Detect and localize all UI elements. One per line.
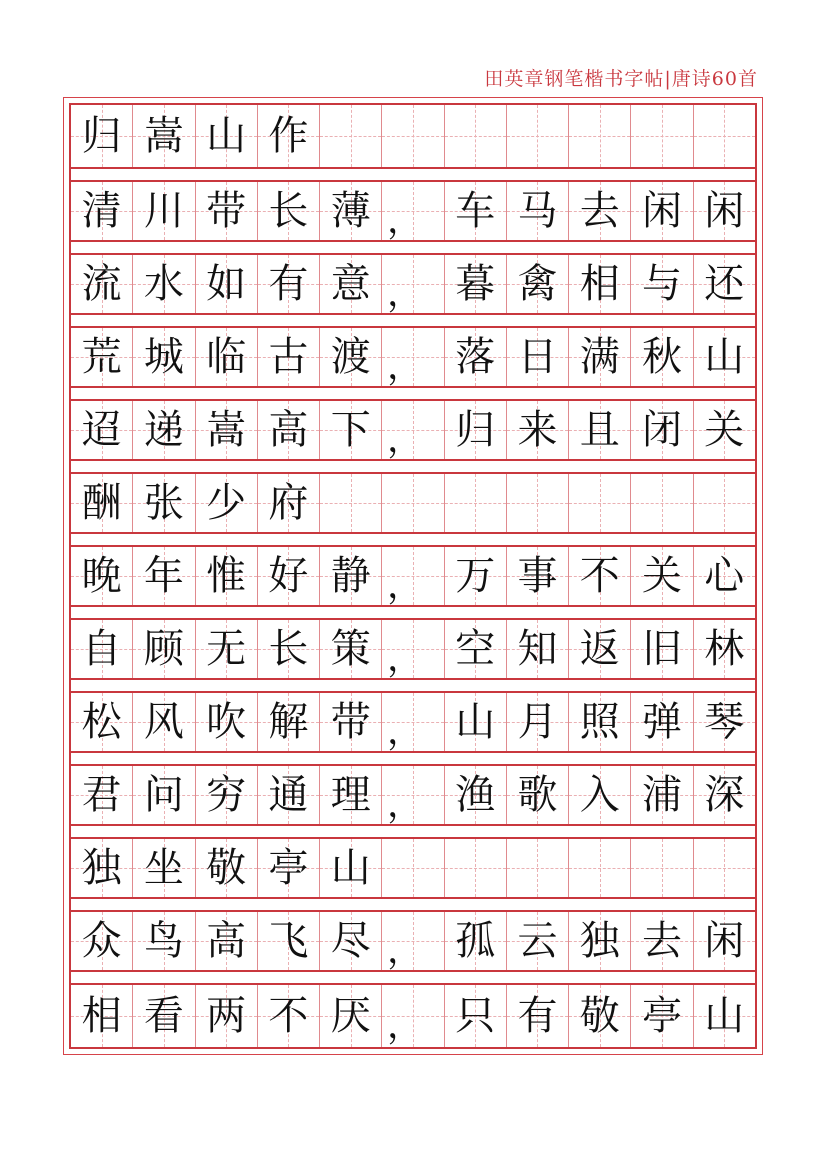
grid-cell [445,182,507,240]
grid-character: 心 [704,553,745,599]
grid-cell [507,912,569,970]
grid-character: 薄 [330,188,371,234]
grid-cell [631,328,693,386]
grid-cell [694,255,755,313]
grid-character: 来 [517,407,558,453]
grid-character: 马 [517,188,558,234]
grid-cell [71,105,133,167]
grid-character: 少 [206,480,247,526]
grid-cell [196,105,258,167]
grid-character: 山 [206,113,247,159]
grid-cell [694,547,755,605]
grid-character: 坐 [143,845,184,891]
grid-cell [320,766,382,824]
grid-cell [258,182,320,240]
grid-character: 琴 [704,699,745,745]
grid-row [71,764,755,826]
grid-cell [507,620,569,678]
grid-cell [258,766,320,824]
grid-cell [196,693,258,751]
grid-cell [445,105,507,167]
grid-cell [569,985,631,1047]
grid-character: ， [386,1005,423,1046]
grid-character: 高 [206,918,247,964]
grid-cell [694,182,755,240]
grid-cell [631,255,693,313]
grid-character: 带 [330,699,371,745]
grid-cell [320,620,382,678]
grid-cell [71,547,133,605]
grid-character: 高 [268,407,309,453]
grid-cell [507,839,569,897]
grid-cell [569,182,631,240]
grid-cell [694,912,755,970]
grid-character: 城 [143,334,184,380]
grid-cell [631,401,693,459]
grid-character: 去 [579,188,620,234]
grid-character: 闲 [704,918,745,964]
grid-cell [196,182,258,240]
grid-cell [196,912,258,970]
grid-cell [569,474,631,532]
grid-cell [196,328,258,386]
grid-character: 山 [704,334,745,380]
grid-cell [507,401,569,459]
grid-cell [133,474,195,532]
grid-character: 山 [704,993,745,1039]
grid-character: 相 [579,261,620,307]
grid-character: 酬 [81,480,122,526]
grid-character: 与 [642,261,683,307]
grid-character: ， [386,784,423,825]
grid-cell [382,105,444,167]
grid-cell [694,401,755,459]
grid-row [71,983,755,1047]
grid-character: 且 [579,407,620,453]
grid-cell [507,474,569,532]
grid-cell [71,693,133,751]
grid-cell [196,985,258,1047]
grid-character: 还 [704,261,745,307]
grid-character: 独 [81,845,122,891]
grid-cell [196,766,258,824]
grid-character: 亭 [642,993,683,1039]
grid-character: 暮 [455,261,496,307]
grid-character: 古 [268,334,309,380]
grid-character: 穷 [206,772,247,818]
grid-character: 飞 [268,918,309,964]
grid-row [71,253,755,315]
grid-cell [71,985,133,1047]
grid-character: 闲 [704,188,745,234]
grid-cell [133,912,195,970]
grid-cell [694,105,755,167]
character-grid [71,105,755,1047]
grid-cell [133,985,195,1047]
grid-character: 解 [268,699,309,745]
grid-cell [445,474,507,532]
grid-character: 有 [268,261,309,307]
grid-character: 看 [143,993,184,1039]
grid-character: 敬 [206,845,247,891]
grid-character: 孤 [455,918,496,964]
grid-cell [445,766,507,824]
grid-cell [320,912,382,970]
grid-character: 日 [517,334,558,380]
grid-character: 独 [579,918,620,964]
grid-character: 只 [455,993,496,1039]
grid-cell [133,182,195,240]
grid-character: 带 [206,188,247,234]
grid-character: 不 [579,553,620,599]
grid-character: 府 [268,480,309,526]
grid-cell [71,401,133,459]
grid-character: 长 [268,188,309,234]
grid-cell [382,255,444,313]
grid-character: 长 [268,626,309,672]
grid-character: 理 [330,772,371,818]
grid-character: 好 [268,553,309,599]
grid-character: 递 [143,407,184,453]
grid-character: 嵩 [206,407,247,453]
grid-cell [133,766,195,824]
grid-cell [320,547,382,605]
grid-cell [258,693,320,751]
grid-cell [631,620,693,678]
grid-cell [445,839,507,897]
grid-character: ， [386,200,423,241]
grid-cell [507,182,569,240]
grid-character: 敬 [579,993,620,1039]
grid-character: 关 [704,407,745,453]
grid-cell [320,401,382,459]
grid-cell [71,620,133,678]
grid-cell [694,328,755,386]
grid-character: 浦 [642,772,683,818]
grid-character: 山 [330,845,371,891]
grid-character: 鸟 [143,918,184,964]
grid-cell [258,547,320,605]
grid-cell [133,255,195,313]
grid-cell [569,839,631,897]
grid-character: 川 [143,188,184,234]
grid-cell [71,182,133,240]
grid-character: 入 [579,772,620,818]
grid-character: 厌 [330,993,371,1039]
grid-character: 年 [143,553,184,599]
grid-cell [71,839,133,897]
grid-character: 云 [517,918,558,964]
grid-character: 闭 [642,407,683,453]
grid-cell [258,620,320,678]
grid-character: 嵩 [143,113,184,159]
grid-character: 两 [206,993,247,1039]
grid-character: 松 [81,699,122,745]
grid-cell [382,985,444,1047]
grid-cell [133,693,195,751]
grid-cell [258,839,320,897]
grid-row [71,837,755,899]
grid-cell [631,912,693,970]
grid-cell [507,547,569,605]
grid-character: ， [386,565,423,606]
grid-row [71,105,755,169]
grid-cell [382,474,444,532]
grid-cell [71,328,133,386]
grid-cell [133,547,195,605]
grid-character: ， [386,711,423,752]
grid-cell [258,328,320,386]
grid-row [71,326,755,388]
grid-cell [196,401,258,459]
grid-character: 君 [81,772,122,818]
grid-cell [196,255,258,313]
grid-cell [694,693,755,751]
grid-character: 顾 [143,626,184,672]
grid-cell [133,620,195,678]
grid-cell [507,693,569,751]
grid-cell [445,620,507,678]
grid-character: 归 [81,113,122,159]
grid-row [71,545,755,607]
grid-character: 作 [268,113,309,159]
grid-cell [507,255,569,313]
grid-cell [569,766,631,824]
grid-character: 禽 [517,261,558,307]
grid-character: 相 [81,993,122,1039]
grid-cell [445,912,507,970]
grid-row [71,618,755,680]
grid-cell [445,401,507,459]
grid-character: 流 [81,261,122,307]
grid-cell [320,985,382,1047]
grid-character: ， [386,930,423,971]
grid-character: 临 [206,334,247,380]
grid-cell [133,401,195,459]
grid-character: 下 [330,407,371,453]
grid-character: 照 [579,699,620,745]
grid-cell [445,255,507,313]
grid-cell [258,255,320,313]
grid-character: 荒 [81,334,122,380]
grid-row [71,472,755,534]
grid-character: 事 [517,553,558,599]
grid-character: 归 [455,407,496,453]
grid-character: 深 [704,772,745,818]
grid-cell [694,985,755,1047]
grid-character: 去 [642,918,683,964]
grid-cell [694,766,755,824]
grid-character: 旧 [642,626,683,672]
grid-cell [569,547,631,605]
grid-cell [320,328,382,386]
grid-cell [445,547,507,605]
grid-character: 策 [330,626,371,672]
grid-cell [382,766,444,824]
grid-cell [382,839,444,897]
grid-character: 月 [517,699,558,745]
grid-character: 迢 [81,407,122,453]
page-header-title: 田英章钢笔楷书字帖|唐诗60首 [484,68,758,90]
grid-cell [569,620,631,678]
grid-character: 不 [268,993,309,1039]
grid-cell [258,912,320,970]
grid-character: 吹 [206,699,247,745]
grid-character: 歌 [517,772,558,818]
grid-cell [71,255,133,313]
grid-character: 有 [517,993,558,1039]
grid-row [71,910,755,972]
grid-character: 亭 [268,845,309,891]
grid-character: 众 [81,918,122,964]
grid-cell [569,255,631,313]
grid-cell [133,328,195,386]
grid-cell [320,474,382,532]
grid-cell [631,474,693,532]
grid-cell [320,839,382,897]
grid-cell [382,182,444,240]
grid-cell [258,474,320,532]
grid-character: 返 [579,626,620,672]
grid-cell [445,693,507,751]
grid-character: 通 [268,772,309,818]
grid-cell [320,182,382,240]
grid-character: 车 [455,188,496,234]
grid-cell [71,912,133,970]
grid-character: 自 [81,626,122,672]
grid-cell [569,328,631,386]
grid-cell [133,839,195,897]
grid-cell [631,547,693,605]
grid-character: 知 [517,626,558,672]
grid-cell [382,912,444,970]
grid-cell [631,839,693,897]
grid-cell [445,328,507,386]
grid-cell [507,105,569,167]
grid-cell [258,105,320,167]
grid-row [71,180,755,242]
grid-cell [196,839,258,897]
grid-character: ， [386,273,423,314]
grid-character: 静 [330,553,371,599]
grid-cell [196,547,258,605]
grid-cell [631,985,693,1047]
grid-cell [71,474,133,532]
grid-character: 山 [455,699,496,745]
grid-cell [694,839,755,897]
grid-cell [445,985,507,1047]
grid-cell [382,328,444,386]
grid-character: 满 [579,334,620,380]
grid-cell [631,182,693,240]
grid-cell [631,693,693,751]
grid-cell [196,474,258,532]
grid-character: 水 [143,261,184,307]
grid-cell [569,401,631,459]
grid-cell [569,693,631,751]
grid-cell [694,474,755,532]
grid-cell [133,105,195,167]
grid-character: ， [386,346,423,387]
grid-character: 落 [455,334,496,380]
grid-character: 张 [143,480,184,526]
grid-cell [71,766,133,824]
grid-character: ， [386,419,423,460]
grid-cell [382,547,444,605]
grid-cell [196,620,258,678]
grid-cell [258,985,320,1047]
grid-character: 问 [143,772,184,818]
grid-character: 如 [206,261,247,307]
grid-character: 惟 [206,553,247,599]
grid-character: 风 [143,699,184,745]
grid-character: 闲 [642,188,683,234]
grid-cell [507,766,569,824]
grid-cell [382,401,444,459]
grid-character: 无 [206,626,247,672]
grid-cell [320,255,382,313]
grid-character: 秋 [642,334,683,380]
grid-cell [320,693,382,751]
grid-cell [569,105,631,167]
grid-character: 万 [455,553,496,599]
grid-character: 尽 [330,918,371,964]
grid-character: ， [386,638,423,679]
grid-row [71,399,755,461]
grid-cell [507,985,569,1047]
grid-cell [507,328,569,386]
grid-cell [382,620,444,678]
grid-row [71,691,755,753]
grid-cell [631,105,693,167]
grid-character: 晚 [81,553,122,599]
grid-character: 清 [81,188,122,234]
grid-character: 渔 [455,772,496,818]
grid-cell [382,693,444,751]
grid-character: 林 [704,626,745,672]
grid-character: 关 [642,553,683,599]
grid-cell [694,620,755,678]
grid-character: 弹 [642,699,683,745]
grid-cell [631,766,693,824]
grid-cell [569,912,631,970]
grid-character: 意 [330,261,371,307]
grid-character: 渡 [330,334,371,380]
grid-cell [320,105,382,167]
grid-cell [258,401,320,459]
grid-character: 空 [455,626,496,672]
